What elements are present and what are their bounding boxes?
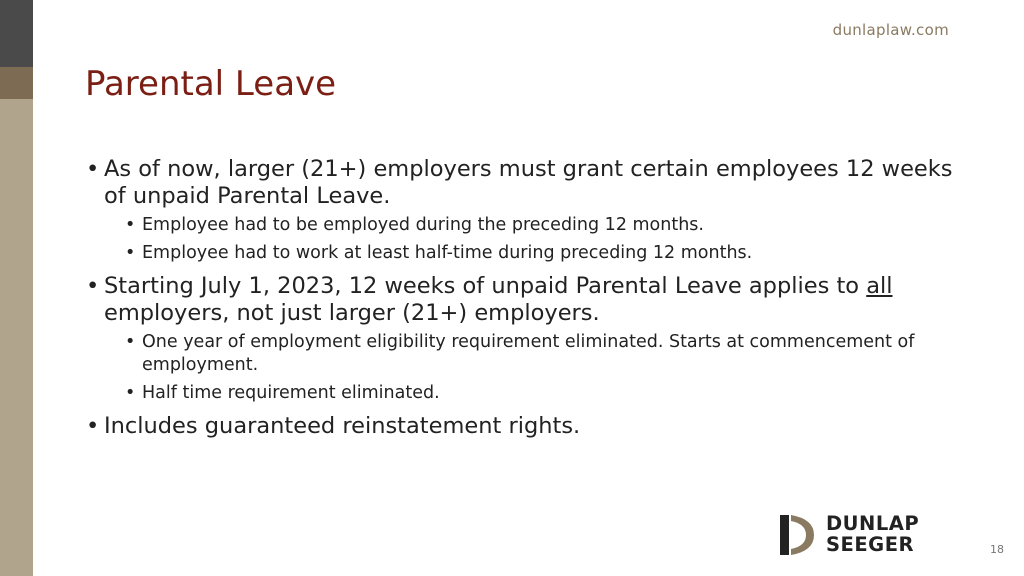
- sub-bullet-item: [85, 242, 965, 265]
- accent-segment-tan: [0, 99, 33, 576]
- bullet-text-part: employers, not just larger (21+) employers.: [104, 300, 600, 326]
- bullet-dot-icon: •: [86, 413, 100, 439]
- sub-bullet-text: Employee had to work at least half-time during preceding 12 months.: [142, 243, 753, 263]
- site-url: dunlaplaw.com: [832, 21, 949, 39]
- bullet-text-part: Starting July 1, 2023, 12 weeks of unpaid Parental Leave applies to: [104, 273, 867, 299]
- sub-bullet-text: One year of employment eligibility requirement eliminated. Starts at commencement of employment.: [142, 332, 915, 375]
- bullet-dot-icon: •: [125, 383, 136, 403]
- bullet-dot-icon: •: [86, 273, 100, 299]
- left-accent-bar: [0, 0, 33, 576]
- bullet-item: [85, 273, 965, 327]
- sub-bullet-text: Half time requirement eliminated.: [142, 383, 440, 403]
- bullet-text: Includes guaranteed reinstatement rights.: [104, 413, 581, 439]
- logo-line-1: DUNLAP: [826, 512, 920, 535]
- page-number: 18: [990, 543, 1004, 556]
- emphasized-word: all: [866, 273, 893, 299]
- bullet-text: As of now, larger (21+) employers must grant certain employees 12 weeks of unpaid Parental Leave.: [104, 156, 953, 209]
- bullet-dot-icon: •: [86, 156, 100, 182]
- logo-mark-icon: [778, 513, 816, 557]
- logo-line-2: SEEGER: [826, 533, 915, 556]
- sub-bullet-item: [85, 382, 965, 405]
- slide-title: Parental Leave: [85, 64, 337, 104]
- bullet-item: [85, 156, 965, 210]
- bullet-list: [85, 156, 965, 444]
- bullet-item: [85, 413, 965, 440]
- bullet-dot-icon: •: [125, 332, 136, 352]
- bullet-dot-icon: •: [125, 215, 136, 235]
- accent-segment-brown: [0, 67, 33, 99]
- dunlap-seeger-logo: [778, 513, 953, 557]
- bullet-dot-icon: •: [125, 243, 136, 263]
- accent-segment-dark: [0, 0, 33, 67]
- sub-bullet-item: [85, 214, 965, 237]
- sub-bullet-item: [85, 331, 965, 377]
- sub-bullet-text: Employee had to be employed during the preceding 12 months.: [142, 215, 704, 235]
- logo-wordmark: [826, 513, 919, 555]
